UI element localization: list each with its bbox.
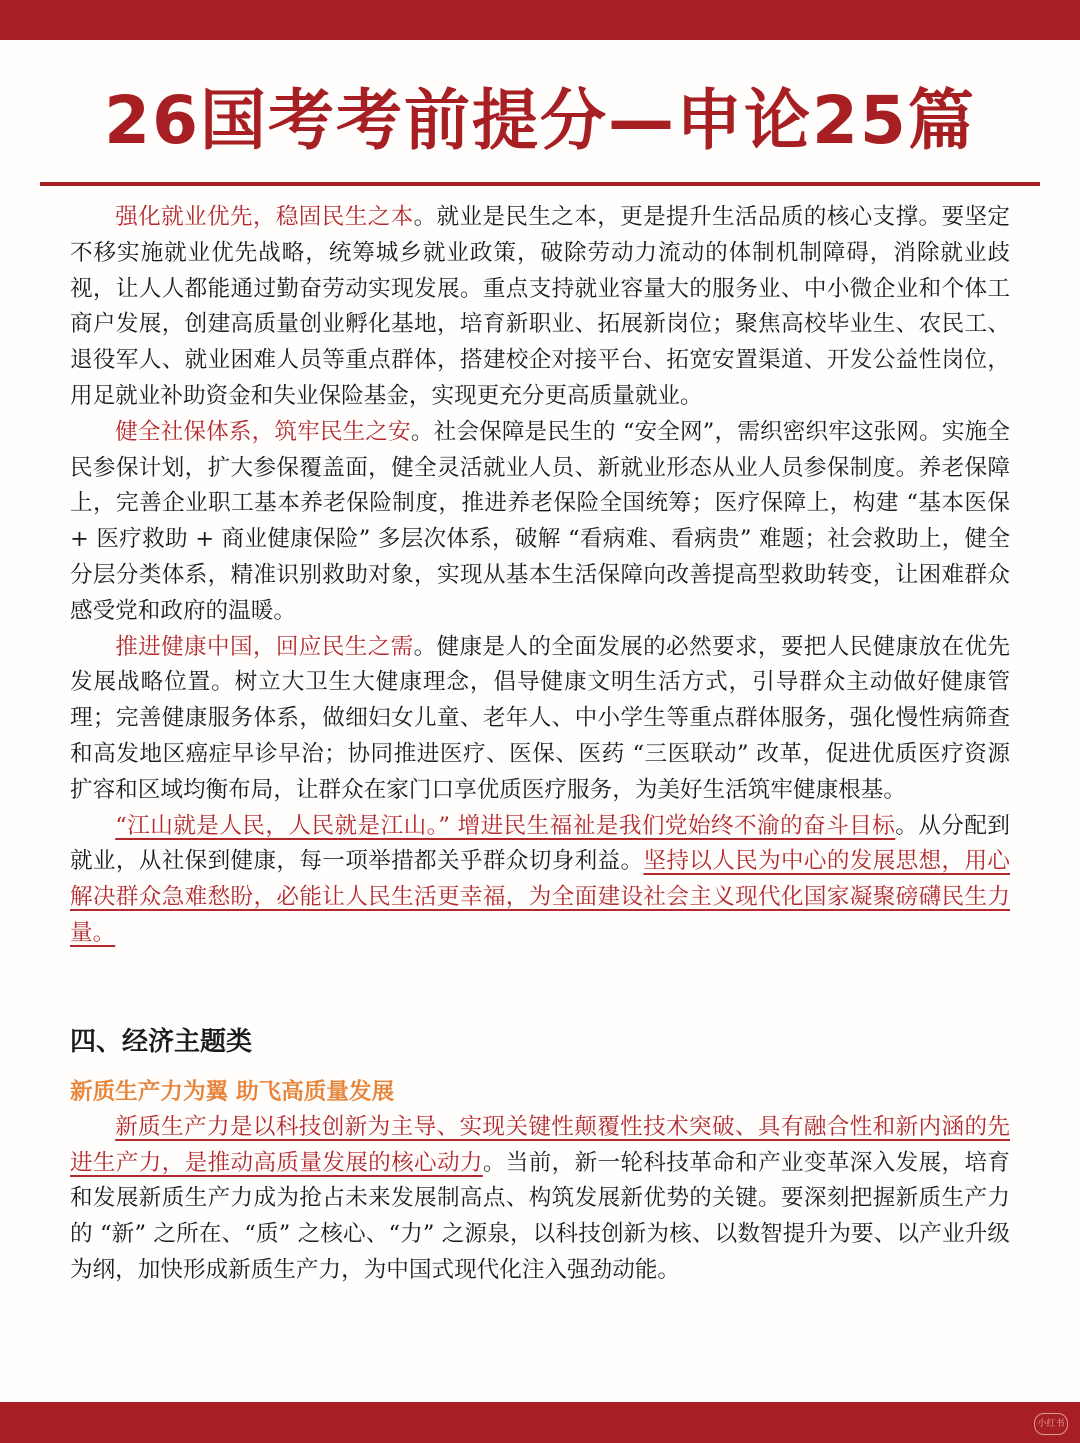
paragraph-text: 。就业是民生之本，更是提升生活品质的核心支撑。要坚定不移实施就业优先战略，统筹城乡就业政策，破除劳动力流动的体制机制障碍，消除就业歧视，让人人都能通过勤奋劳动实现发展。重点支持就业容量大的服务业、中小微企业和个体工商户发展，创建高质量创业孵化基地，培育新职业、拓展新岗位；聚焦高校毕业生、农民工、退役军人、就业困难人员等重点群体，搭建校企对接平台、拓宽安置渠道、开发公益性岗位，用足就业补助资金和失业保险基金，实现更充分更高质量就业。 xyxy=(70,204,1010,409)
title-divider xyxy=(40,182,1040,186)
section-heading: 四、经济主题类 xyxy=(70,1026,253,1057)
paragraph-lead: 强化就业优先，稳固民生之本 xyxy=(115,204,414,230)
paragraph-text: 。社会保障是民生的 “安全网”，需织密织牢这张网。实施全民参保计划，扩大参保覆盖面，健全灵活就业人员、新就业形态从业人员参保制度。养老保障上，完善企业职工基本养老保险制度，推进养老保险全国统筹；医疗保障上，构建 “基本医保 + 医疗救助 + 商业健康保险” 多层次体系，破解 “看病难、看病贵” 难题；社会救助上，健全分层分类体系，精准识别救助对象，实现从基本生活保障向改善提高型救助转变，让困难群众感受党和政府的温暖。 xyxy=(70,418,1010,624)
paragraph-lead: 健全社保体系，筑牢民生之安 xyxy=(115,418,411,445)
paragraph-employment xyxy=(70,200,1010,415)
bottom-banner-bar xyxy=(0,1402,1080,1443)
underlined-definition: 新质生产力是以科技创新为主导、实现关键性颠覆性技术突破、具有融合性和新内涵的先进生产力，是推动高质量发展的核心动力 xyxy=(70,1113,1010,1176)
paragraph-text: 。健康是人的全面发展的必然要求，要把人民健康放在优先发展战略位置。树立大卫生大健康理念，倡导健康文明生活方式，引导群众主动做好健康管理；完善健康服务体系，做细妇女儿童、老年人、中小学生等重点群体服务，强化慢性病筛查和高发地区癌症早诊早治；协同推进医疗、医保、医药 “三医联动” 改革，促进优质医疗资源扩容和区域均衡布局，让群众在家门口享优质医疗服务，为美好生活筑牢健康根基。 xyxy=(70,633,1010,803)
underlined-conclusion: 坚持以人民为中心的发展思想，用心解决群众急难愁盼，必能让人民生活更幸福，为全面建设社会主义现代化国家凝聚磅礴民生力量。 xyxy=(70,848,1011,946)
page-title: 26国考考前提分—申论25篇 xyxy=(104,82,976,159)
top-banner-bar xyxy=(0,0,1080,40)
watermark-logo: 小红书 xyxy=(1034,1413,1068,1435)
underlined-quote: “江山就是人民，人民就是江山。” 增进民生福祉是我们党始终不渝的奋斗目标 xyxy=(115,812,896,839)
paragraph-health xyxy=(70,630,1010,809)
paragraph-lead: 推进健康中国，回应民生之需 xyxy=(115,633,414,660)
paragraph-text: 。当前，新一轮科技革命和产业变革深入发展，培育和发展新质生产力成为抢占未来发展制高点、构筑发展新优势的关键。要深刻把握新质生产力的 “新” 之所在、“质” 之核心、“力” 之源泉，以科技创新为核、以数智提升为要、以产业升级为纲，加快形成新质生产力，为中国式现代化注入强劲动能。 xyxy=(70,1149,1011,1283)
paragraph-social-security xyxy=(70,415,1010,630)
paragraph-new-productivity xyxy=(70,1110,1010,1289)
article-body xyxy=(70,200,1010,1289)
paragraph-text: 。从分配到就业，从社保到健康，每一项举措都关乎群众切身利益。 xyxy=(70,812,1011,875)
paragraph-conclusion xyxy=(70,809,1010,952)
article-subheading: 新质生产力为翼 助飞高质量发展 xyxy=(70,1078,395,1105)
